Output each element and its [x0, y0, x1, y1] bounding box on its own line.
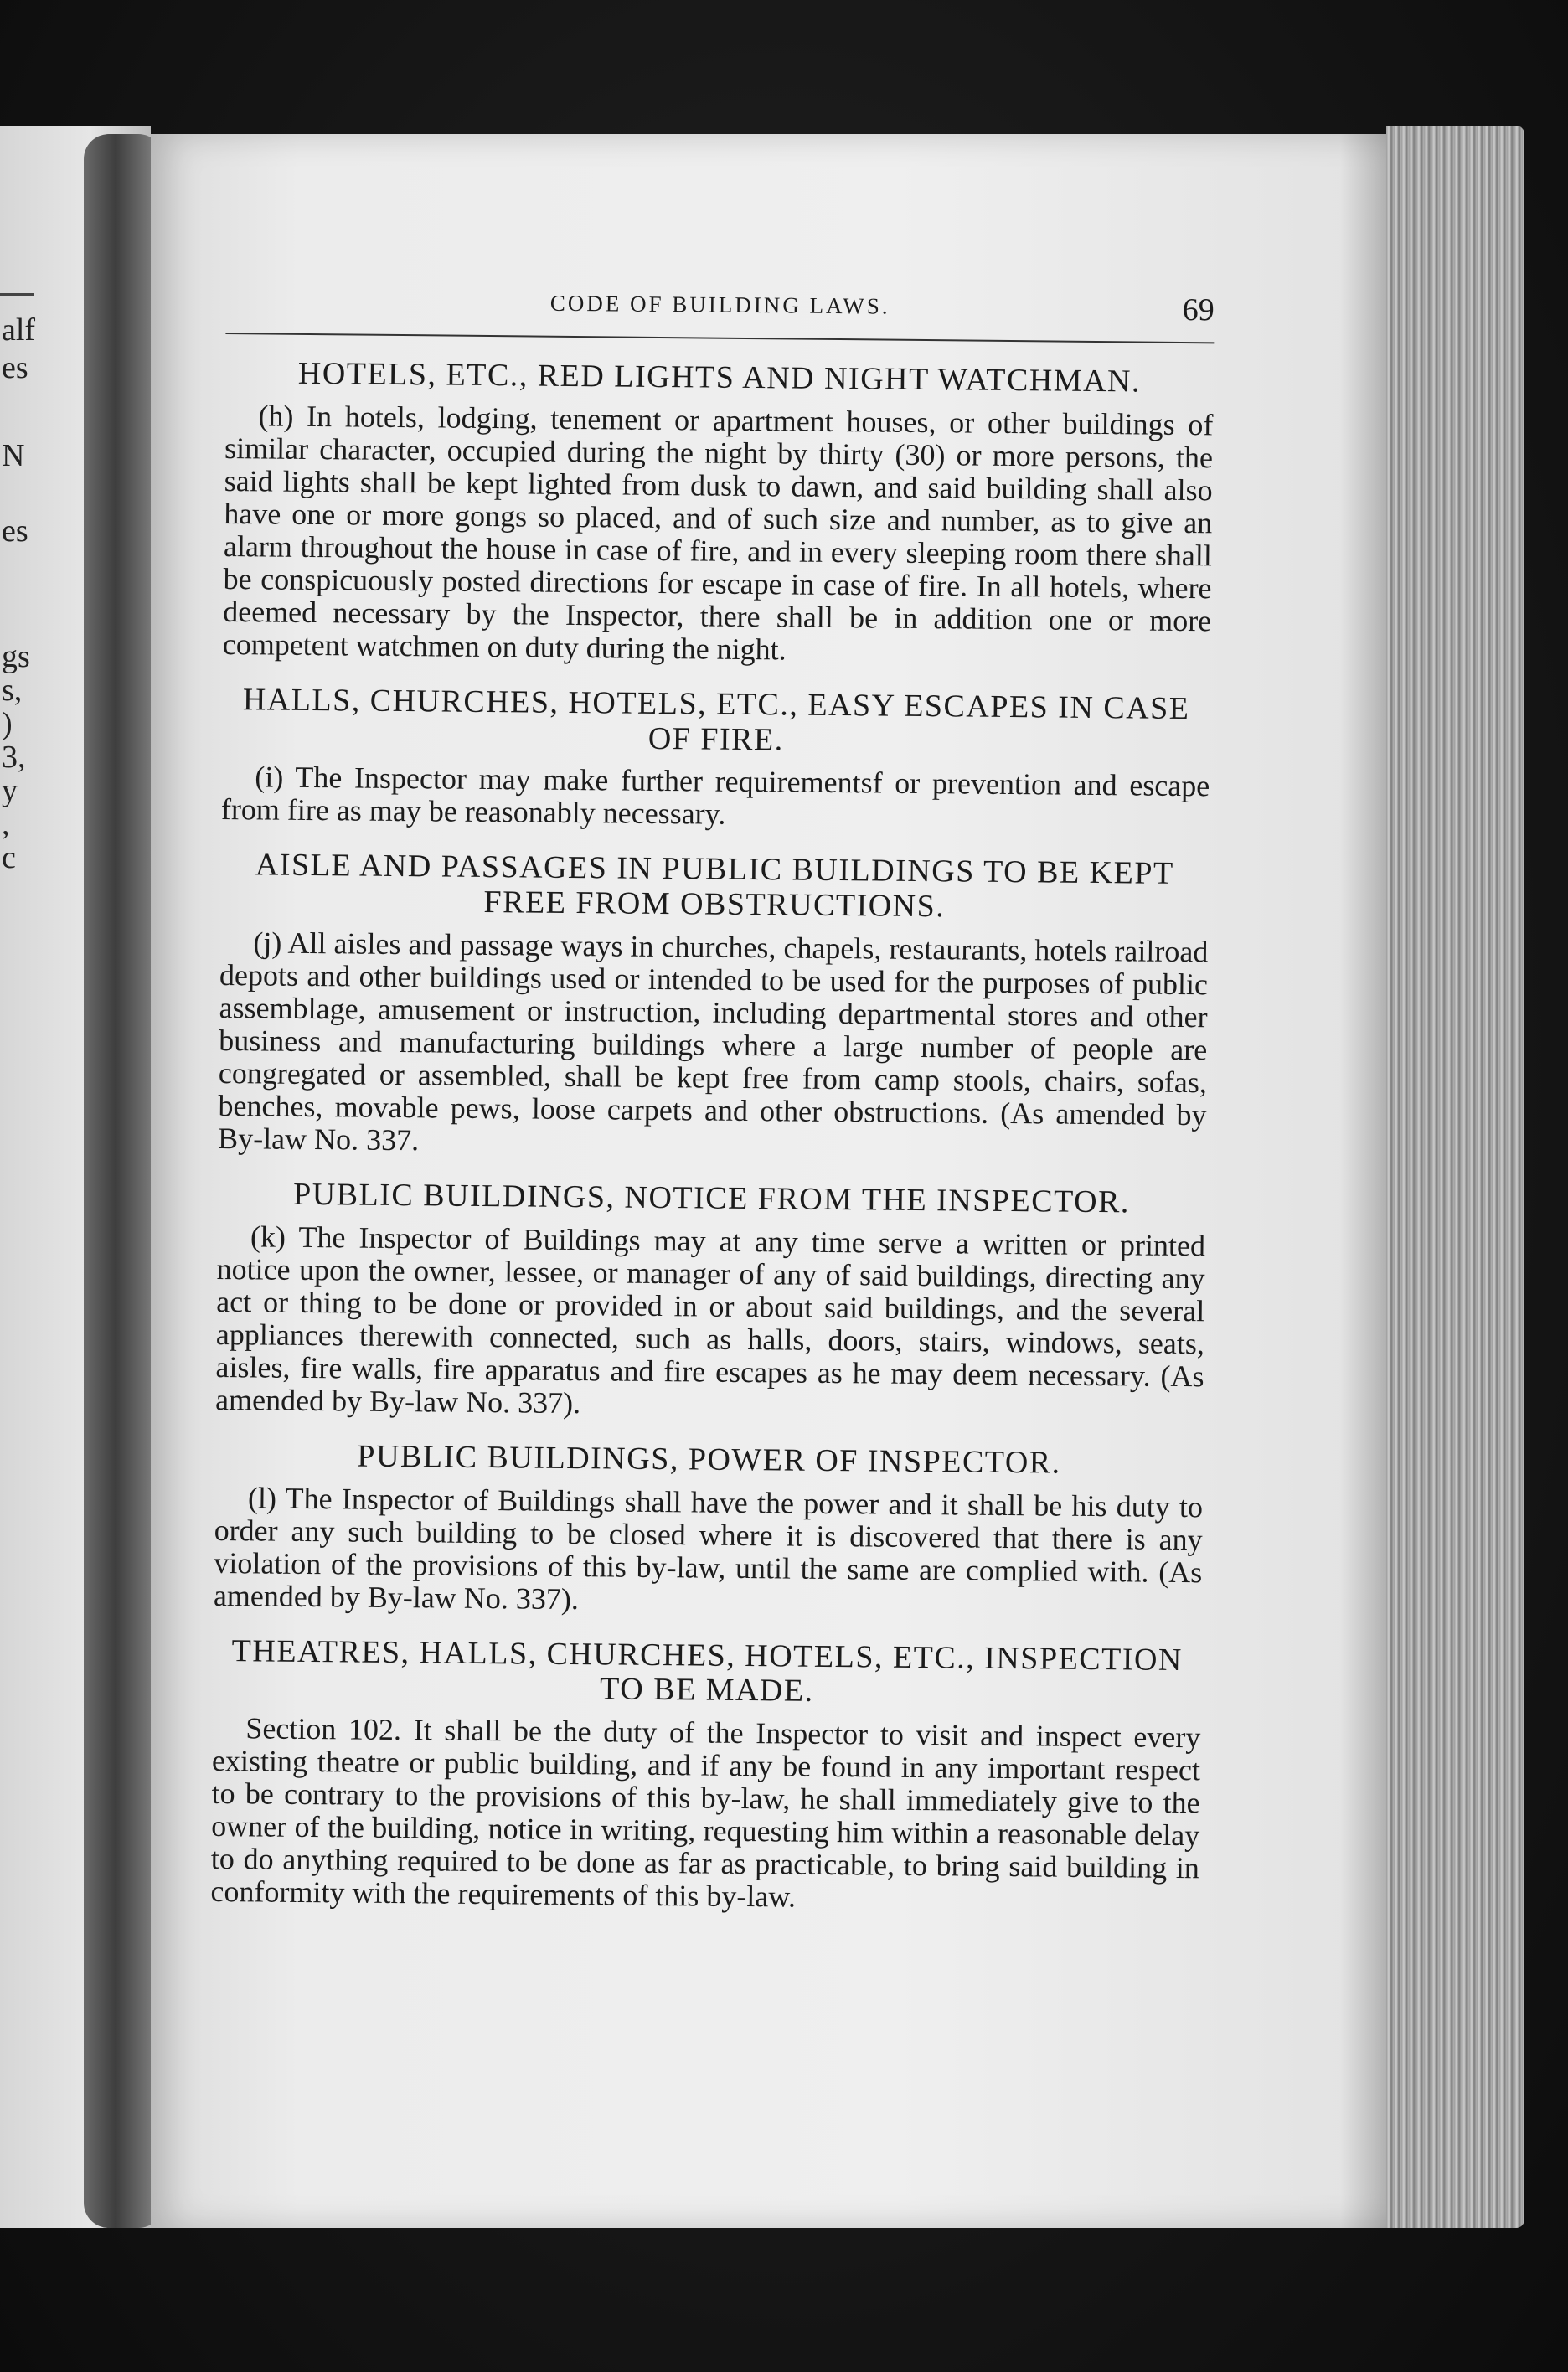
section-notice-from-inspector: [215, 1177, 1206, 1426]
left-page-fragment: es: [2, 513, 28, 549]
section-heading: PUBLIC BUILDINGS, NOTICE FROM THE INSPECTOR.: [292, 1176, 1131, 1220]
left-page-fragment: c: [2, 840, 16, 875]
left-page-fragment: ,: [2, 807, 10, 842]
running-title: CODE OF BUILDING LAWS.: [549, 290, 890, 319]
section-easy-escapes: [221, 683, 1211, 836]
page-content: [210, 281, 1215, 1917]
page-edge-shadow: [1340, 134, 1390, 2228]
section-inspection-to-be-made: [210, 1634, 1201, 1918]
left-page-fragment: y: [2, 773, 18, 808]
section-paragraph: (k) The Inspector of Buildings may at any time serve a written or printed notice upon the owner, lessee, or manager of any of said buildings, directing any act or thing to be done or provided in or about said buildings, and the several appliances therewith connected, such as halls, doors, stairs, windows, seats, aisles, fire walls, fire apparatus and fire escapes as he may deem necessary. (As amended by By-law No. 337).: [214, 1220, 1206, 1420]
section-heading: HALLS, CHURCHES, HOTELS, ETC., EASY ESCAPES IN CASE OF FIRE.: [242, 682, 1190, 758]
left-page-fragment: s,: [2, 673, 23, 708]
left-page-fragment: ): [2, 706, 13, 741]
section-power-of-inspector: [214, 1438, 1204, 1622]
page-block-edge: [1386, 126, 1524, 2228]
section-heading: HOTELS, ETC., RED LIGHTS AND NIGHT WATCHMAN.: [297, 355, 1142, 400]
page-number: 69: [1182, 291, 1215, 328]
section-paragraph: Section 102. It shall be the duty of the Inspector to visit and inspect every existing theatre or public building, and if any be found in any important respect to be contrary to the provisions of this by-law, he shall immediately give to the owner of the building, notice in writing, requesting him within a reasonable delay to do anything required to be done as far as practicable, to bring said building in conformity with the requirements of this by-law.: [210, 1711, 1201, 1914]
section-paragraph: (j) All aisles and passage ways in churches, chapels, restaurants, hotels railroad depots and other buildings used or intended to be used for the purposes of public assemblage, amusement or instruction, including departmental stores and other business and manufacturing buildings where a large number of people are congregated or assembled, shall be kept free from camp stools, chairs, sofas, benches, movable pews, loose carpets and other obstructions. (As amended by By-law No. 337.: [217, 926, 1209, 1158]
left-page-rule: [0, 293, 34, 296]
section-paragraph: (l) The Inspector of Buildings shall have the power and it shall be his duty to order any such building to be closed where it is discovered that there is any violation of the provisions of this by-law, until the same are complied with. (As amended by By-law No. 337).: [213, 1480, 1204, 1616]
section-paragraph: (h) In hotels, lodging, tenement or apartment houses, or other buildings of similar character, occupied during the night by thirty (30) or more persons, the said lights shall be kept lighted from dusk to dawn, and said building shall also have one or more gongs so placed, and of such size and number, as to give an alarm throughout the house in case of fire, and in every sleeping room there shall be conspicuously posted directions for escape in case of fire. In all hotels, where deemed necessary by the Inspector, there shall be in addition one or more competent watchmen on duty during the night.: [222, 399, 1214, 667]
left-page-fragment: es: [2, 350, 28, 385]
running-head: [225, 281, 1215, 343]
section-heading: THEATRES, HALLS, CHURCHES, HOTELS, ETC., INSPECTION TO BE MADE.: [231, 1632, 1184, 1709]
left-page-fragment: gs: [2, 639, 30, 674]
section-heading: PUBLIC BUILDINGS, POWER OF INSPECTOR.: [357, 1438, 1061, 1481]
left-page-fragment: 3,: [2, 740, 26, 775]
section-paragraph: (i) The Inspector may make further requirementsf or prevention and escape from fire as may be reasonably necessary.: [220, 760, 1210, 832]
section-red-lights: [223, 356, 1214, 670]
section-heading: AISLE AND PASSAGES IN PUBLIC BUILDINGS TO BE KEPT FREE FROM OBSTRUCTIONS.: [255, 847, 1174, 925]
left-page-fragment: N: [2, 438, 25, 473]
section-aisles-passages: [218, 848, 1209, 1164]
left-page-fragment: alf: [2, 312, 36, 348]
